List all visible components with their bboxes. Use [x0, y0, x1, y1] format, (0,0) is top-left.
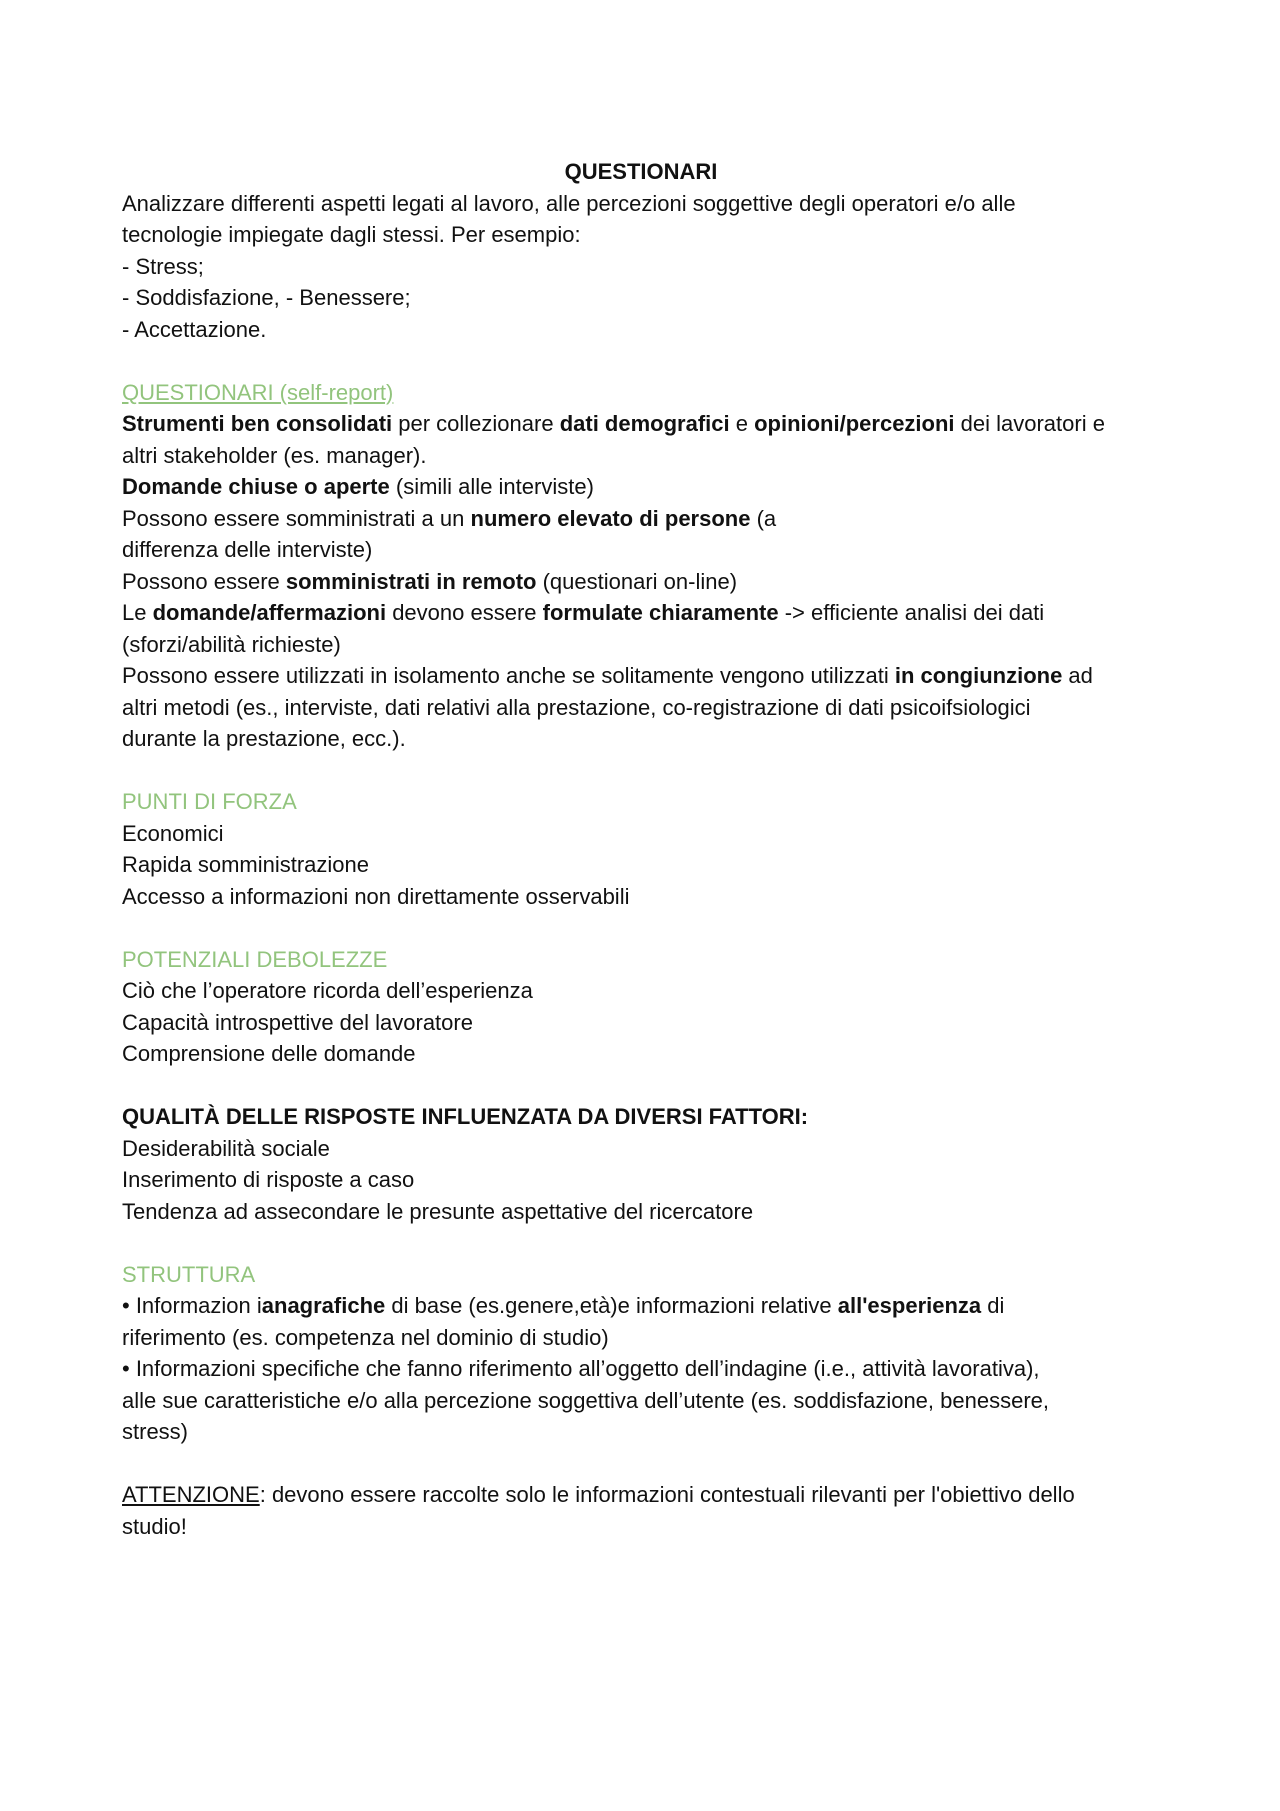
text: Possono essere somministrati a un: [122, 505, 471, 531]
self-report-p1-line1: [122, 408, 1160, 440]
self-report-p2: [122, 471, 1160, 503]
self-report-p6-line1: [122, 660, 1160, 692]
self-report-p4: [122, 566, 1160, 598]
attention-label: ATTENZIONE: [122, 1482, 260, 1507]
list-item: Rapida somministrazione: [122, 852, 369, 877]
text: ad: [1062, 663, 1093, 688]
text: (questionari on-line): [536, 568, 738, 594]
strengths-section: [122, 786, 1160, 912]
structure-bullet-2-line1: • Informazioni specifiche che fanno riferimento all’oggetto dell’indagine (i.e., attività lavorativa),: [122, 1356, 1040, 1381]
list-item: Capacità introspettive del lavoratore: [122, 1009, 473, 1035]
bold-text: QUALITÀ DELLE RISPOSTE INFLUENZATA DA DIVERSI FATTORI:: [122, 1104, 809, 1129]
structure-bullet-1-line1: [122, 1290, 1160, 1322]
spacer: [122, 912, 1160, 944]
text: di: [981, 1293, 1005, 1318]
spacer: [122, 1070, 1160, 1102]
text: (simili alle interviste): [389, 474, 594, 499]
text: di base (es.genere,età)e informazioni relative: [385, 1293, 838, 1318]
list-item: Desiderabilità sociale: [122, 1135, 330, 1161]
structure-bullet-1-line2: riferimento (es. competenza nel dominio di studio): [122, 1324, 609, 1350]
bold-text: all'esperienza: [837, 1293, 982, 1318]
quality-heading: [122, 1101, 1160, 1133]
bold-text: somministrati in remoto: [285, 568, 537, 594]
intro-line-2: tecnologie impiegate dagli stessi. Per esempio:: [122, 222, 581, 247]
list-item: Economici: [122, 820, 224, 846]
bold-text: opinioni/percezioni: [754, 411, 955, 436]
bold-text: in congiunzione: [894, 663, 1063, 688]
bold-text: domande/affermazioni: [152, 600, 387, 625]
self-report-p5-line2: (sforzi/abilità richieste): [122, 631, 341, 657]
bold-text: formulate chiaramente: [542, 600, 779, 625]
list-item: Ciò che l’operatore ricorda dell’esperienza: [122, 978, 533, 1003]
bold-text: dati demografici: [559, 411, 730, 436]
list-item: Tendenza ad assecondare le presunte aspettative del ricercatore: [122, 1198, 754, 1224]
quality-section: [122, 1101, 1160, 1227]
text: • Informazion i: [122, 1293, 262, 1318]
intro-item-stress: - Stress;: [122, 253, 204, 279]
strengths-heading: PUNTI DI FORZA: [122, 789, 297, 814]
page-title: QUESTIONARI: [564, 159, 718, 184]
spacer: [122, 1227, 1160, 1259]
spacer: [122, 345, 1160, 377]
text: (a: [750, 505, 777, 531]
intro-item-accettazione: - Accettazione.: [122, 316, 267, 342]
self-report-section: [122, 377, 1160, 755]
intro-item-soddisfazione: - Soddisfazione, - Benessere;: [122, 285, 411, 310]
self-report-p6-line2: altri metodi (es., interviste, dati relativi alla prestazione, co-registrazione di dati psicoifsiologici: [122, 694, 1031, 720]
text: -> efficiente analisi dei dati: [778, 600, 1045, 625]
bold-text: anagrafiche: [261, 1293, 386, 1318]
self-report-p3-line2: differenza delle interviste): [122, 537, 373, 562]
weaknesses-heading: POTENZIALI DEBOLEZZE: [122, 946, 388, 972]
attention-line1: [122, 1479, 1160, 1511]
structure-bullet-2-line2: alle sue caratteristiche e/o alla percezione soggettiva dell’utente (es. soddisfazione, benessere,: [122, 1387, 1049, 1413]
list-item: Inserimento di risposte a caso: [122, 1167, 415, 1192]
text: Possono essere utilizzati in isolamento anche se solitamente vengono utilizzati: [122, 663, 895, 688]
self-report-p3-line1: [122, 503, 1160, 535]
self-report-heading: QUESTIONARI (self-report): [122, 379, 394, 405]
self-report-p6-line3: durante la prestazione, ecc.).: [122, 726, 406, 751]
attention-section: [122, 1479, 1160, 1542]
spacer: [122, 1448, 1160, 1480]
text: e: [729, 411, 755, 436]
spacer: [122, 755, 1160, 787]
structure-bullet-2-line3: stress): [122, 1419, 188, 1444]
weaknesses-section: [122, 944, 1160, 1070]
text: dei lavoratori e: [954, 411, 1105, 436]
attention-line2: studio!: [122, 1513, 187, 1539]
intro-line-1: Analizzare differenti aspetti legati al lavoro, alle percezioni soggettive degli operatori e/o alle: [122, 190, 1016, 216]
text: per collezionare: [392, 411, 560, 436]
self-report-p1-line2: altri stakeholder (es. manager).: [122, 442, 427, 468]
structure-section: [122, 1259, 1160, 1448]
intro-section: [122, 188, 1160, 346]
text: : devono essere raccolte solo le informazioni contestuali rilevanti per l'obiettivo dello: [259, 1482, 1075, 1507]
text: Possono essere: [122, 568, 286, 594]
bold-text: Domande chiuse o aperte: [122, 474, 390, 499]
text: Le: [122, 600, 153, 625]
bold-text: numero elevato di persone: [470, 505, 751, 531]
structure-heading: STRUTTURA: [122, 1261, 256, 1287]
list-item: Accesso a informazioni non direttamente osservabili: [122, 883, 630, 909]
list-item: Comprensione delle domande: [122, 1041, 416, 1066]
self-report-p5-line1: [122, 597, 1160, 629]
text: devono essere: [386, 600, 543, 625]
bold-text: Strumenti ben consolidati: [122, 411, 393, 436]
